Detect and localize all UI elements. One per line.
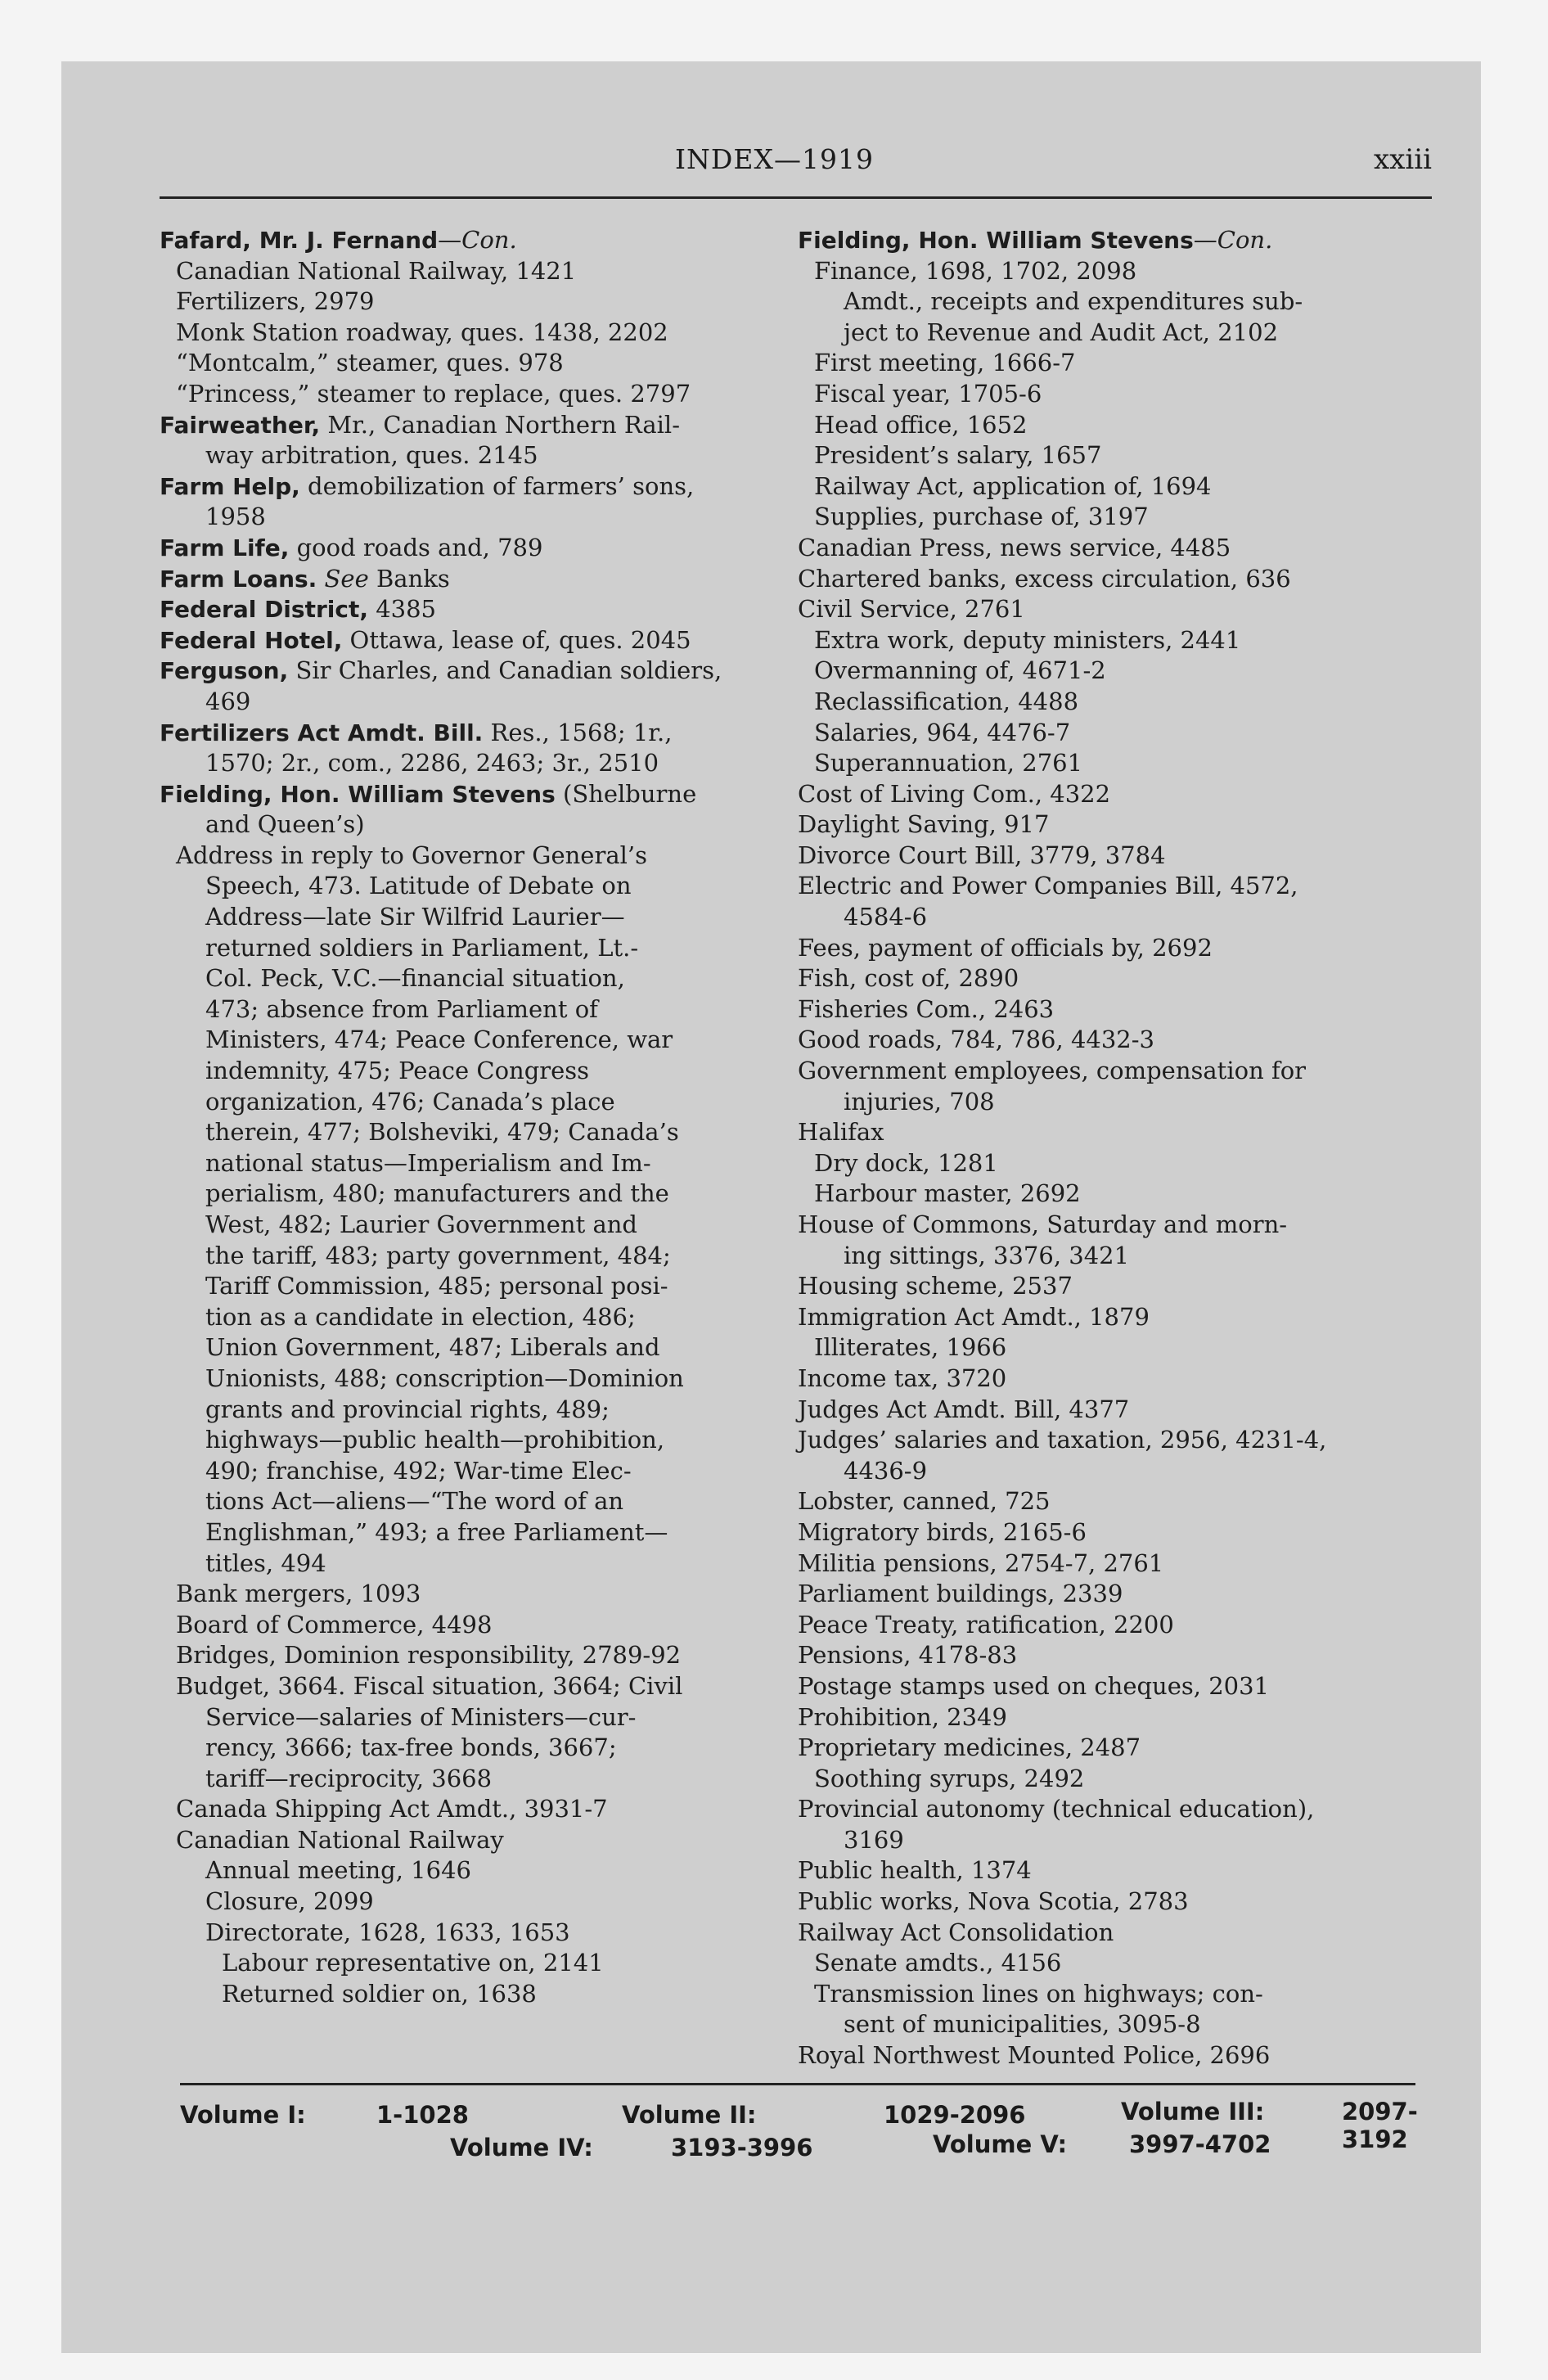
index-line: [160, 440, 806, 471]
index-text: Res., 1568; 1r.,: [483, 718, 673, 746]
index-line: [798, 1302, 1452, 1333]
index-text: Parliament buildings, 2339: [798, 1580, 1123, 1608]
index-text: Mr., Canadian Northern Rail-: [320, 410, 680, 439]
index-line: [160, 1548, 806, 1580]
index-line: [160, 318, 806, 349]
index-text: Superannuation, 2761: [814, 749, 1083, 778]
index-line: [160, 1395, 806, 1426]
page-title: INDEX—1919: [675, 143, 874, 175]
index-text: Chartered banks, excess circulation, 636: [798, 564, 1291, 593]
index-text: tion as a candidate in election, 486;: [205, 1302, 636, 1331]
index-line: [160, 1855, 806, 1886]
index-text: Sir Charles, and Canadian soldiers,: [288, 656, 722, 685]
index-line: [798, 1610, 1452, 1641]
index-heading: Ferguson,: [160, 657, 289, 685]
index-line: [798, 963, 1452, 994]
index-line: [160, 718, 806, 749]
index-text: 1570; 2r., com., 2286, 2463; 3r., 2510: [205, 749, 659, 778]
index-line: [160, 779, 806, 810]
index-line: [798, 1087, 1452, 1118]
index-line: [798, 1548, 1452, 1580]
index-text: Public works, Nova Scotia, 2783: [798, 1887, 1189, 1916]
index-line: [798, 1733, 1452, 1764]
index-text: Service—salaries of Ministers—cur-: [205, 1702, 637, 1731]
index-text: Fertilizers, 2979: [176, 287, 375, 316]
index-text: Monk Station roadway, ques. 1438, 2202: [176, 318, 668, 346]
index-text: Peace Treaty, ratification, 2200: [798, 1610, 1174, 1639]
index-line: [798, 779, 1452, 810]
index-text: Railway Act Consolidation: [798, 1918, 1114, 1946]
index-heading: Fairweather,: [160, 411, 321, 439]
index-heading: Farm Help,: [160, 472, 300, 500]
index-text: (Shelburne: [555, 779, 697, 808]
index-heading: Farm Loans.: [160, 565, 317, 593]
index-text: 3169: [844, 1825, 904, 1854]
page-header: [61, 143, 1481, 192]
index-text: indemnity, 475; Peace Congress: [205, 1057, 590, 1085]
index-text: Ottawa, lease of, ques. 2045: [342, 625, 691, 654]
index-text: Banks: [368, 564, 450, 593]
index-column-right: [798, 225, 1452, 2071]
index-line: [798, 871, 1452, 902]
volume-3-range: 2097-3192: [1342, 2098, 1418, 2153]
index-text: ject to Revenue and Audit Act, 2102: [844, 318, 1279, 346]
index-line: [160, 1579, 806, 1610]
index-line: [160, 933, 806, 964]
index-line: [798, 718, 1452, 749]
index-line: [160, 1056, 806, 1087]
index-line: [798, 1825, 1452, 1856]
index-text: Address in reply to Governor General’s: [176, 841, 647, 869]
index-text: “Montcalm,” steamer, ques. 978: [176, 349, 564, 377]
index-text: Fisheries Com., 2463: [798, 994, 1055, 1023]
index-text: 473; absence from Parliament of: [205, 994, 598, 1023]
volume-2-range: 1029-2096: [884, 2101, 1026, 2129]
index-text: House of Commons, Saturday and morn-: [798, 1210, 1288, 1238]
index-text: [317, 565, 324, 593]
index-text: West, 482; Laurier Government and: [205, 1210, 637, 1238]
index-line: [160, 1825, 806, 1856]
volume-2-label: Volume II:: [622, 2101, 757, 2129]
index-text: Harbour master, 2692: [814, 1179, 1081, 1208]
index-text: highways—public health—prohibition,: [205, 1426, 665, 1454]
index-line: [798, 994, 1452, 1025]
index-text: perialism, 480; manufacturers and the: [205, 1179, 669, 1208]
index-text: Soothing syrups, 2492: [814, 1764, 1085, 1792]
index-line: [160, 1886, 806, 1918]
index-line: [798, 1271, 1452, 1302]
index-text: Reclassification, 4488: [814, 687, 1079, 715]
index-line: [798, 1056, 1452, 1087]
index-text: Government employees, compensation for: [798, 1057, 1307, 1085]
index-page: [61, 61, 1481, 2353]
index-text: —: [438, 226, 462, 254]
index-text: Transmission lines on highways; con-: [814, 1979, 1263, 2008]
index-text: Finance, 1698, 1702, 2098: [814, 256, 1137, 285]
index-line: [160, 533, 806, 564]
volume-1-range: 1-1028: [376, 2101, 469, 2129]
index-text: Good roads, 784, 786, 4432-3: [798, 1025, 1154, 1054]
index-line: [798, 1517, 1452, 1548]
index-line: [798, 225, 1452, 256]
index-line: [160, 963, 806, 994]
index-line: [798, 1948, 1452, 1979]
index-text: 4584-6: [844, 903, 928, 931]
index-text: sent of municipalities, 3095-8: [844, 2010, 1201, 2039]
index-text: Budget, 3664. Fiscal situation, 3664; Civil: [176, 1671, 683, 1700]
index-line: [160, 1302, 806, 1333]
index-text: Ministers, 474; Peace Conference, war: [205, 1025, 673, 1054]
index-text: “Princess,” steamer to replace, ques. 2797: [176, 379, 691, 408]
index-text: 4436-9: [844, 1456, 928, 1485]
index-text: 490; franchise, 492; War-time Elec-: [205, 1456, 632, 1485]
index-line: [798, 1486, 1452, 1517]
index-text: Canadian Press, news service, 4485: [798, 533, 1231, 561]
index-line: [160, 994, 806, 1025]
index-line: [160, 809, 806, 841]
index-text: and Queen’s): [205, 810, 365, 839]
index-text: Speech, 473. Latitude of Debate on: [205, 872, 632, 900]
index-line: [160, 1210, 806, 1241]
index-text: Directorate, 1628, 1633, 1653: [205, 1918, 570, 1946]
index-line: [798, 318, 1452, 349]
index-line: [160, 1117, 806, 1148]
index-line: [160, 379, 806, 410]
index-line: [798, 625, 1452, 656]
index-line: [160, 1425, 806, 1456]
index-text: Lobster, canned, 725: [798, 1487, 1051, 1516]
index-line: [798, 1241, 1452, 1272]
index-text: Fish, cost of, 2890: [798, 964, 1019, 993]
index-line: [160, 1517, 806, 1548]
index-line: [798, 1332, 1452, 1364]
index-text: tions Act—aliens—“The word of an: [205, 1487, 624, 1516]
index-line: [160, 1456, 806, 1487]
index-text: Postage stamps used on cheques, 2031: [798, 1671, 1270, 1700]
index-line: [160, 1948, 806, 1979]
index-text: Fiscal year, 1705-6: [814, 379, 1042, 408]
index-heading: Fielding, Hon. William Stevens: [798, 227, 1194, 254]
volume-footer: [180, 2083, 1418, 2165]
index-line: [160, 348, 806, 379]
index-line: [160, 1918, 806, 1949]
index-text: Public health, 1374: [798, 1856, 1032, 1885]
index-text: injuries, 708: [844, 1087, 995, 1116]
index-heading: Federal Hotel,: [160, 626, 343, 654]
index-text: good roads and, 789: [289, 533, 543, 561]
volume-5-range: 3997-4702: [1129, 2130, 1271, 2158]
index-text: Fees, payment of officials by, 2692: [798, 933, 1213, 962]
index-line: [798, 502, 1452, 533]
index-text: Labour representative on, 2141: [222, 1949, 604, 1977]
index-line: [160, 1640, 806, 1671]
index-line: [160, 1764, 806, 1795]
index-line: [160, 286, 806, 318]
index-line: [160, 1979, 806, 2010]
index-line: [160, 656, 806, 687]
index-line: [798, 1025, 1452, 1056]
index-text: Provincial autonomy (technical education),: [798, 1795, 1315, 1823]
index-line: [798, 687, 1452, 718]
index-text: organization, 476; Canada’s place: [205, 1087, 615, 1116]
index-text: Bank mergers, 1093: [176, 1580, 421, 1608]
index-text: national status—Imperialism and Im-: [205, 1148, 651, 1177]
index-line: [160, 902, 806, 933]
index-text: Con.: [461, 226, 517, 254]
index-line: [798, 1702, 1452, 1733]
index-line: [798, 1364, 1452, 1395]
index-line: [798, 440, 1452, 471]
index-line: [798, 1794, 1452, 1825]
index-text: 1958: [205, 503, 266, 531]
index-text: Englishman,” 493; a free Parliament—: [205, 1517, 668, 1546]
index-line: [160, 1087, 806, 1118]
index-line: [160, 1332, 806, 1364]
index-line: [798, 594, 1452, 625]
index-text: Address—late Sir Wilfrid Laurier—: [205, 903, 625, 931]
index-text: Proprietary medicines, 2487: [798, 1733, 1141, 1762]
index-text: Con.: [1217, 226, 1273, 254]
index-line: [798, 379, 1452, 410]
index-text: 4385: [367, 595, 437, 624]
index-text: Immigration Act Amdt., 1879: [798, 1302, 1150, 1331]
index-line: [798, 1395, 1452, 1426]
index-line: [160, 871, 806, 902]
index-text: demobilization of farmers’ sons,: [299, 471, 695, 500]
index-line: [160, 256, 806, 287]
index-line: [798, 256, 1452, 287]
index-text: way arbitration, ques. 2145: [205, 441, 538, 470]
index-line: [160, 1671, 806, 1702]
index-text: Amdt., receipts and expenditures sub-: [844, 287, 1303, 316]
index-line: [798, 348, 1452, 379]
index-line: [160, 1794, 806, 1825]
page-number: xxiii: [1374, 143, 1432, 176]
index-text: Militia pensions, 2754-7, 2761: [798, 1548, 1164, 1577]
index-text: Divorce Court Bill, 3779, 3784: [798, 841, 1166, 869]
index-text: Closure, 2099: [205, 1887, 374, 1916]
index-line: [798, 1579, 1452, 1610]
index-text: rency, 3666; tax-free bonds, 3667;: [205, 1733, 617, 1762]
index-line: [160, 564, 806, 595]
index-text: Extra work, deputy ministers, 2441: [814, 625, 1241, 654]
index-text: Income tax, 3720: [798, 1364, 1007, 1392]
index-line: [798, 1671, 1452, 1702]
index-text: Halifax: [798, 1118, 884, 1147]
index-column-left: [160, 225, 806, 2009]
index-text: First meeting, 1666-7: [814, 349, 1076, 377]
index-line: [798, 841, 1452, 872]
index-line: [798, 2040, 1452, 2071]
volume-4-range: 3193-3996: [671, 2134, 813, 2161]
index-text: Senate amdts., 4156: [814, 1949, 1062, 1977]
index-line: [798, 1918, 1452, 1949]
index-line: [160, 1364, 806, 1395]
index-text: grants and provincial rights, 489;: [205, 1395, 610, 1423]
index-text: Prohibition, 2349: [798, 1702, 1007, 1731]
index-line: [798, 902, 1452, 933]
index-line: [798, 1764, 1452, 1795]
index-line: [798, 471, 1452, 503]
index-line: [798, 533, 1452, 564]
index-text: Board of Commerce, 4498: [176, 1610, 493, 1639]
index-line: [798, 564, 1452, 595]
index-text: Dry dock, 1281: [814, 1148, 998, 1177]
index-text: Canadian National Railway: [176, 1825, 504, 1854]
index-line: [160, 748, 806, 779]
index-text: Overmanning of, 4671-2: [814, 656, 1106, 685]
index-text: Illiterates, 1966: [814, 1333, 1007, 1362]
index-text: Railway Act, application of, 1694: [814, 471, 1212, 500]
volume-1-label: Volume I:: [180, 2101, 306, 2129]
index-text: the tariff, 483; party government, 484;: [205, 1241, 671, 1269]
index-text: See: [324, 564, 369, 593]
index-text: Judges’ salaries and taxation, 2956, 4231-4,: [798, 1426, 1327, 1454]
index-text: Migratory birds, 2165-6: [798, 1517, 1087, 1546]
index-text: ing sittings, 3376, 3421: [844, 1241, 1130, 1269]
index-line: [798, 1456, 1452, 1487]
index-line: [798, 656, 1452, 687]
index-text: Head office, 1652: [814, 410, 1028, 439]
index-line: [160, 471, 806, 503]
index-line: [798, 1425, 1452, 1456]
index-heading: Fafard, Mr. J. Fernand: [160, 227, 439, 254]
index-line: [160, 594, 806, 625]
index-text: Supplies, purchase of, 3197: [814, 503, 1149, 531]
volume-5-label: Volume V:: [933, 2130, 1068, 2158]
index-text: Annual meeting, 1646: [205, 1856, 471, 1885]
index-line: [160, 1733, 806, 1764]
footer-rule: [180, 2083, 1415, 2085]
index-text: Cost of Living Com., 4322: [798, 779, 1111, 808]
index-heading: Fielding, Hon. William Stevens: [160, 780, 556, 808]
index-text: Electric and Power Companies Bill, 4572,: [798, 872, 1298, 900]
index-line: [798, 1640, 1452, 1671]
index-line: [160, 625, 806, 656]
index-text: Canadian National Railway, 1421: [176, 256, 577, 285]
index-line: [160, 1025, 806, 1056]
index-text: President’s salary, 1657: [814, 441, 1102, 470]
index-heading: Farm Life,: [160, 534, 290, 561]
index-text: Civil Service, 2761: [798, 595, 1025, 624]
index-line: [160, 1702, 806, 1733]
index-line: [160, 410, 806, 441]
index-text: Union Government, 487; Liberals and: [205, 1333, 660, 1362]
index-text: Tariff Commission, 485; personal posi-: [205, 1272, 668, 1300]
index-text: 469: [205, 687, 251, 715]
index-line: [160, 1148, 806, 1179]
index-line: [798, 410, 1452, 441]
index-line: [798, 1886, 1452, 1918]
index-text: Judges Act Amdt. Bill, 4377: [798, 1395, 1130, 1423]
index-text: Pensions, 4178-83: [798, 1641, 1018, 1670]
index-text: Salaries, 964, 4476-7: [814, 718, 1071, 746]
index-text: Canada Shipping Act Amdt., 3931-7: [176, 1795, 608, 1823]
index-line: [798, 933, 1452, 964]
index-heading: Federal District,: [160, 596, 368, 624]
index-text: Unionists, 488; conscription—Dominion: [205, 1364, 684, 1392]
index-text: tariff—reciprocity, 3668: [205, 1764, 493, 1792]
index-line: [160, 1610, 806, 1641]
index-line: [798, 1855, 1452, 1886]
index-line: [160, 502, 806, 533]
index-text: Bridges, Dominion responsibility, 2789-92: [176, 1641, 682, 1670]
index-line: [798, 1210, 1452, 1241]
index-line: [160, 687, 806, 718]
index-line: [798, 748, 1452, 779]
index-text: therein, 477; Bolsheviki, 479; Canada’s: [205, 1118, 679, 1147]
index-text: Col. Peck, V.C.—financial situation,: [205, 964, 625, 993]
index-line: [160, 1486, 806, 1517]
index-text: Housing scheme, 2537: [798, 1272, 1073, 1300]
index-text: —: [1193, 226, 1217, 254]
index-line: [160, 225, 806, 256]
index-line: [798, 2009, 1452, 2040]
index-text: Royal Northwest Mounted Police, 2696: [798, 2041, 1271, 2070]
header-rule: [160, 196, 1432, 199]
index-line: [160, 1241, 806, 1272]
index-line: [798, 1117, 1452, 1148]
volume-3-label: Volume III:: [1121, 2098, 1265, 2125]
volume-4-label: Volume IV:: [450, 2134, 593, 2161]
index-text: returned soldiers in Parliament, Lt.-: [205, 933, 639, 962]
index-text: Daylight Saving, 917: [798, 810, 1050, 839]
index-line: [798, 1979, 1452, 2010]
index-line: [798, 1148, 1452, 1179]
index-text: Returned soldier on, 1638: [222, 1979, 537, 2008]
index-heading: Fertilizers Act Amdt. Bill.: [160, 719, 484, 746]
index-line: [160, 1179, 806, 1210]
index-line: [160, 1271, 806, 1302]
index-line: [798, 809, 1452, 841]
index-line: [798, 286, 1452, 318]
index-text: titles, 494: [205, 1548, 326, 1577]
index-line: [160, 841, 806, 872]
index-line: [798, 1179, 1452, 1210]
